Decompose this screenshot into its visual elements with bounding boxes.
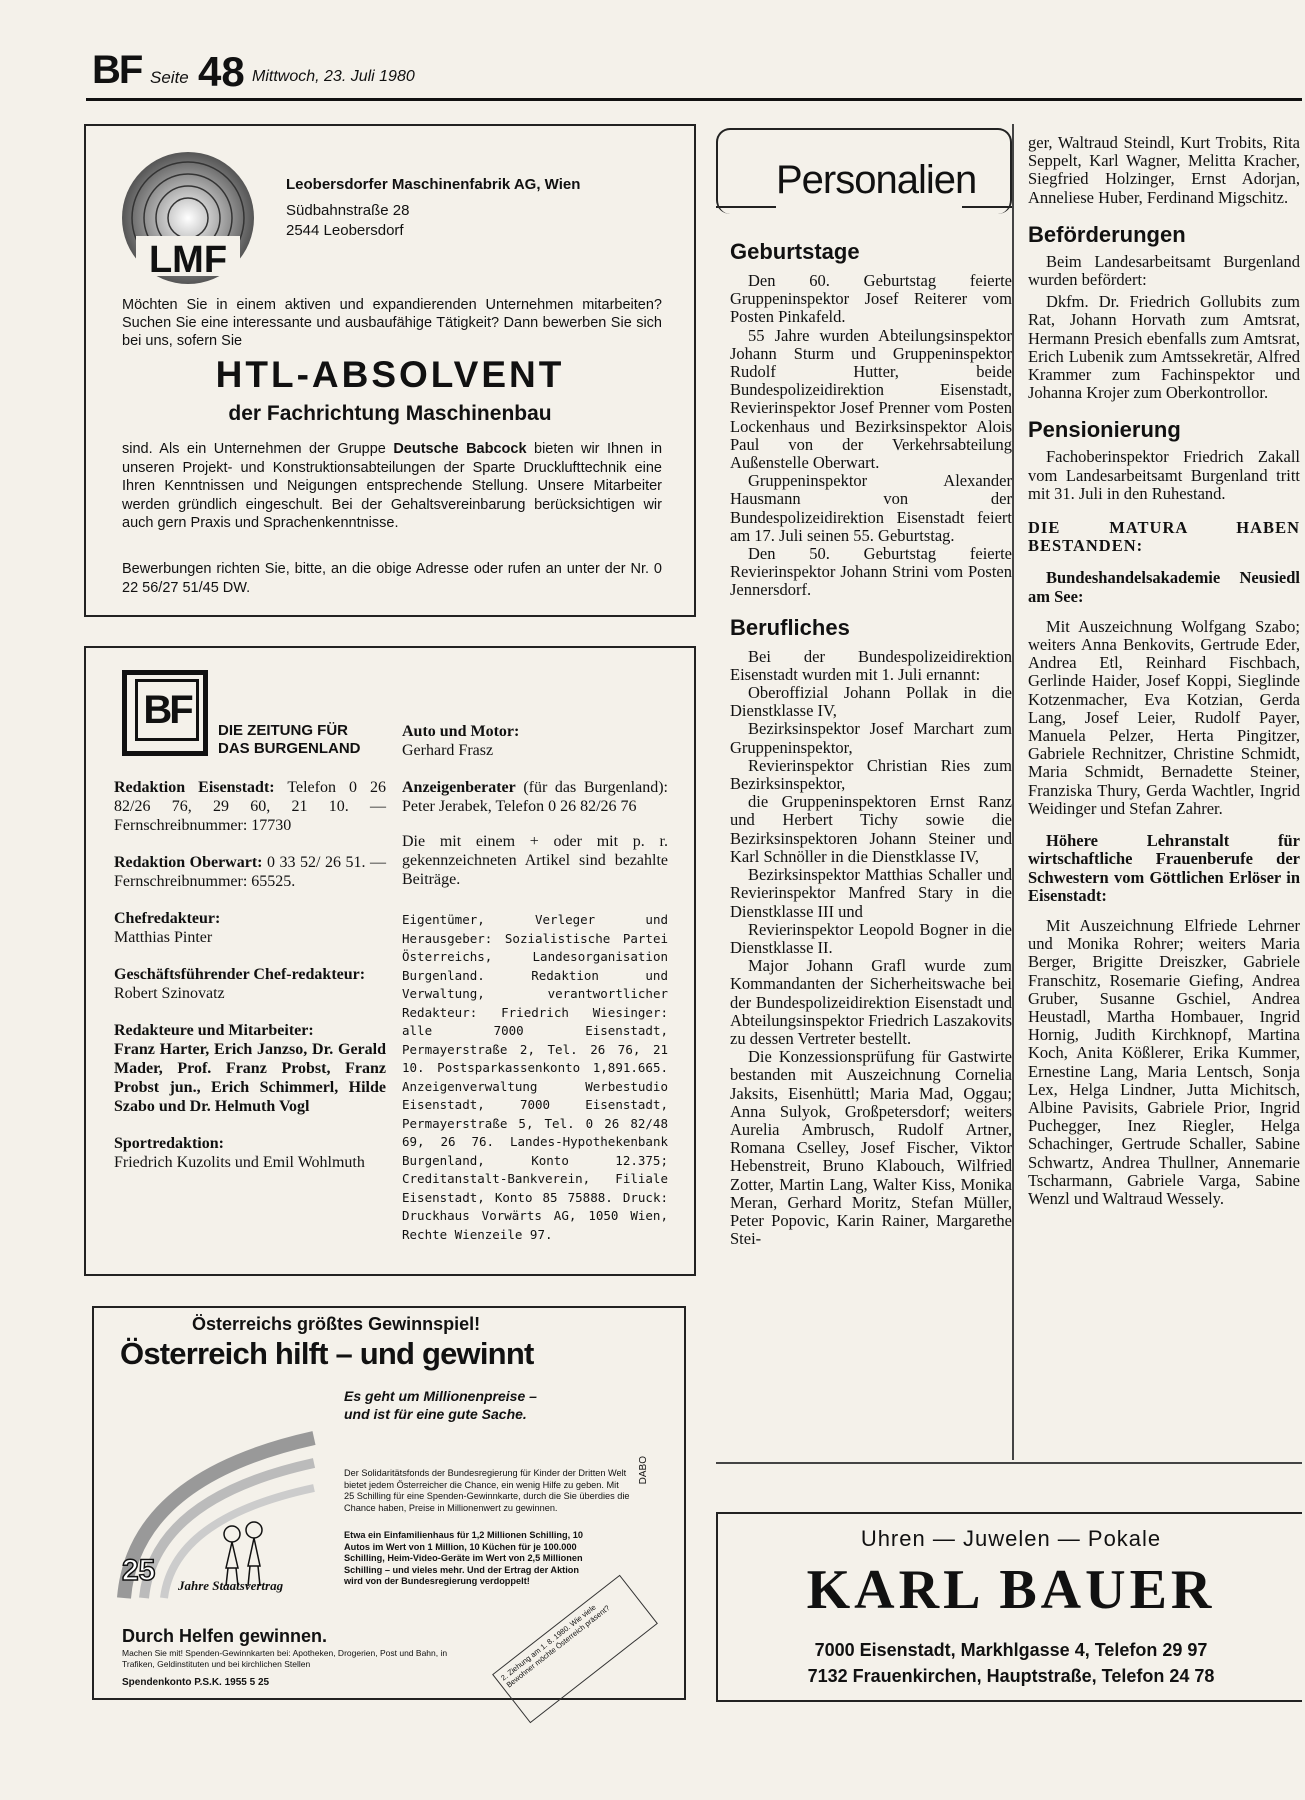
col-bottom-rule: [716, 1462, 1302, 1464]
personalien-rule-left: [716, 206, 776, 208]
lmf-body-bold: Deutsche Babcock: [393, 441, 527, 457]
bauer-addr1: 7000 Eisenstadt, Markhlgasse 4, Telefon 29 97: [814, 1640, 1208, 1660]
lmf-city: 2544 Leobersdorf: [286, 222, 404, 239]
lmf-logo-text: LMF: [148, 239, 228, 281]
col2-continuation: ger, Waltraud Steindl, Kurt Trobits, Rita Seppelt, Karl Wagner, Melitta Kracher, Siegfried Holzinger, Ernst Adorjan, Anneliese Huber, Ferdinand Migschitz.: [1028, 134, 1300, 207]
ber-para-1: Oberoffizial Johann Pollak in die Dienstklasse IV,: [730, 683, 1012, 721]
gw-slogan: Durch Helfen gewinnen.: [122, 1626, 328, 1646]
gw-prizes: Etwa ein Einfamilienhaus für 1,2 Millionen Schilling, 10 Autos im Wert von 1 Million, 10 Küchen für je 100.000 Schilling, Heim-Video-Geräte im Wert von 2,5 Millionen Schilling – und vieles mehr. Und der Ertrag der Aktion wird von der Bundesregierung verdoppelt!: [344, 1530, 583, 1586]
imp-left-0-text: Telefon 0 26 82/26 76, 29 60, 21 10. — Fernschreibnummer: 17730: [114, 779, 386, 834]
befoerderungen-1: Dkfm. Dr. Friedrich Gollubits zum Rat, Johann Horvath zum Amtsrat, Hermann Presich ebenfalls zum Amtsrat, Erich Lubenik zum Amtssekretär, Alfred Krammer zum Fachinspektor und Johanna Krojer zum Oberkontrollor.: [1028, 292, 1300, 403]
imp-right-1-label: Anzeigenberater: [402, 779, 516, 796]
header-rule: [86, 98, 1302, 101]
school1-name: Bundeshandelsakademie Neusiedl am See:: [1028, 568, 1300, 606]
heading-matura: DIE MATURA HABEN BESTANDEN:: [1028, 518, 1300, 556]
bauer-name: KARL BAUER: [806, 1559, 1216, 1621]
imp-left-4: [114, 1021, 386, 1116]
heading-befoerderungen: Beförderungen: [1028, 221, 1186, 247]
gw-sub1: Es geht um Millionenpreise –: [344, 1388, 537, 1404]
heading-berufliches: Berufliches: [730, 614, 850, 640]
impressum-title-2: DAS BURGENLAND: [218, 740, 361, 757]
gw-corner-card: [492, 1575, 658, 1724]
gw-small: Machen Sie mit! Spenden-Gewinnkarten bei: Apotheken, Drogerien, Post und Bahn, in Trafiken, Geldinstituten und bei kirchlichen Stellen: [122, 1648, 448, 1669]
gw-sub2: und ist für eine gute Sache.: [344, 1406, 527, 1422]
ber-para-3: Revierinspektor Christian Ries zum Bezirksinspektor,: [730, 755, 1012, 794]
imp-left-5-label: Sportredaktion:: [114, 1135, 224, 1152]
ber-para-2: Bezirksinspektor Josef Marchart zum Gruppeninspektor,: [730, 719, 1012, 757]
imp-right-2-text: Die mit einem + oder mit p. r. gekennzeichneten Artikel sind bezahlte Beiträge.: [402, 833, 668, 888]
personalien-title: Personalien: [776, 158, 977, 202]
imp-right-0-label: Auto und Motor:: [402, 723, 520, 740]
masthead-logo: BF: [92, 48, 142, 92]
imp-left-5: [114, 1134, 386, 1172]
lmf-headline: HTL-ABSOLVENT: [215, 354, 565, 395]
lmf-ad: [84, 124, 696, 617]
heading-pensionierung: Pensionierung: [1028, 417, 1181, 443]
geb-para-2: Gruppeninspektor Alexander Hausmann von der Bundespolizeidirektion Eisenstadt feiert am 17. Juli seinen 55. Geburtstag.: [730, 471, 1012, 545]
ber-para-0: Bei der Bundespolizeidirektion Eisenstadt wurden mit 1. Juli ernannt:: [730, 646, 1012, 684]
gw-jubilee-text: Jahre Staatsvertrag: [178, 1578, 284, 1593]
ber-para-8: Die Konzessionsprüfung für Gastwirte bestanden mit Auszeichnung Cornelia Jaksits, Eisenhüttl; Maria Mad, Oggau; Anna Sulyok, Großpetersdorf; weiters Aurelia Ambrusch, Rudolf Artner, Romana Cselley, Josef Fischer, Viktor Hebenstreit, Bruno Klabouch, Wilfried Zotter, Martin Lang, Walter Kiss, Monika Meran, Gerhard Moritz, Stefan Müller, Peter Popovic, Karin Rainer, Margarethe Stei-: [730, 1047, 1012, 1249]
imp-right-2: [402, 832, 668, 889]
seite-label: Seite: [150, 68, 189, 87]
imp-right-0-text: Gerhard Frasz: [402, 742, 494, 759]
col1-rule-right: [1012, 124, 1014, 1460]
school2-text: Mit Auszeichnung Elfriede Lehrner und Monika Rohrer; weiters Maria Berger, Brigitte Dreiszker, Gabriele Franschitz, Rosemarie Giefing, Andrea Gruber, Susanne Gschiel, Andrea Heustadl, Martha Hombauer, Ingrid Hornig, Judith Kirchknopf, Martina Koch, Anita Kößlerer, Erika Kummer, Ernestine Lang, Maria Lentsch, Sonja Lex, Helga Lindner, Jutta Michitsch, Albine Pavisits, Gabriele Prior, Ingrid Puchegger, Inez Riegler, Helga Schachinger, Gertrude Schaller, Sabine Schwartz, Andrea Thullner, Annemarie Tscharmann, Gabriele Varga, Sabine Wenzl und Waltraud Wessely.: [1028, 915, 1300, 1208]
gw-headline: Österreich hilft – und gewinnt: [120, 1336, 534, 1371]
ber-para-4: die Gruppeninspektoren Ernst Ranz und Herbert Tichy sowie die Bezirksinspektoren Johann Steiner und Karl Schnöller in die Dienstklasse IV,: [730, 792, 1012, 866]
geb-para-0: Den 60. Geburtstag feierte Gruppeninspektor Josef Reiterer vom Posten Pinkafeld.: [730, 271, 1012, 327]
lmf-subheadline: der Fachrichtung Maschinenbau: [228, 402, 552, 425]
impressum-logo: [122, 670, 208, 756]
impressum-left-col: [114, 778, 386, 1172]
impressum-right-col: [402, 722, 668, 1244]
impressum-logo-text: BF: [135, 679, 199, 741]
gw-side: DABO: [638, 1456, 649, 1485]
bauer-addr2: 7132 Frauenkirchen, Hauptstraße, Telefon 24 78: [807, 1666, 1215, 1686]
lmf-street: Südbahnstraße 28: [286, 202, 410, 219]
lmf-company: Leobersdorfer Maschinenfabrik AG, Wien: [286, 176, 581, 193]
imp-left-3-text: Robert Szinovatz: [114, 985, 225, 1002]
geb-para-3: Den 50. Geburtstag feierte Revierinspektor Johann Strini vom Posten Jennersdorf.: [730, 544, 1012, 600]
gw-corner-text: 2. Ziehung am 1. 8. 1980. Wie viele Bewohner möchte Österreich präsent?: [499, 1602, 612, 1690]
issue-date: Mittwoch, 23. Juli 1980: [252, 68, 415, 85]
imp-left-2-label: Chefredakteur:: [114, 910, 221, 927]
gw-kicker: Österreichs größtes Gewinnspiel!: [192, 1314, 481, 1334]
gw-jubilee-num: 25: [122, 1554, 156, 1587]
school2-name: Höhere Lehranstalt für wirtschaftliche Frauenberufe der Schwestern vom Göttlichen Erlöser in Eisenstadt:: [1028, 831, 1300, 905]
school1-text: Mit Auszeichnung Wolfgang Szabo; weiters Anna Benkovits, Gertrude Eder, Andrea Etl, Reinhard Fischbach, Gerlinde Haider, Josef Koppi, Sieglinde Kotzenmacher, Eva Kotzian, Gerda Lang, Josef Leier, Rudolf Payer, Manuela Pelzer, Herta Pingitzer, Gabriele Rechnitzer, Christine Schmidt, Maria Schmidt, Bernadette Steiner, Franziska Thury, Gerda Wachtler, Ingrid Weidinger und Stefan Zahrer.: [1028, 616, 1300, 818]
imp-left-3-label: Geschäftsführender Chef-redakteur:: [114, 966, 366, 983]
imp-right-0: [402, 722, 668, 760]
impressum-box: [84, 646, 696, 1276]
imp-right-1-text: (für das Burgenland): Peter Jerabek, Telefon 0 26 82/26 76: [402, 779, 668, 815]
befoerderungen-0: Beim Landesarbeitsamt Burgenland wurden befördert:: [1028, 251, 1300, 290]
bauer-tagline: Uhren — Juwelen — Pokale: [860, 1526, 1162, 1551]
imp-left-0: [114, 778, 386, 835]
imp-left-0-label: Redaktion Eisenstadt:: [114, 779, 275, 796]
personalien-rule-right: [962, 206, 1012, 208]
lmf-body-pre: sind. Als ein Unternehmen der Gruppe: [122, 441, 386, 457]
page-header: [92, 48, 1302, 100]
personalien-col1: [730, 238, 1012, 1248]
imp-right-1: [402, 778, 668, 816]
imp-left-5-text: Friedrich Kuzolits und Emil Wohlmuth: [114, 1154, 365, 1171]
page-number: 48: [198, 48, 245, 95]
geb-para-1: 55 Jahre wurden Abteilungsinspektor Johann Sturm und Gruppeninspektor Rudolf Hutter, beide Bundespolizeidirektion Eisenstadt, Revierinspektor Josef Prenner vom Posten Lockenhaus und Bezirksinspektor Alois Paul von der Verkehrsabteilung Außenstelle Oberwart.: [730, 325, 1012, 473]
children-figures-icon: [224, 1522, 262, 1586]
lmf-body-post: bieten wir Ihnen in unseren Projekt- und Konstruktionsabteilungen der Sparte Drucklufttechnik eine Ihren Kenntnissen und Neigungen entsprechende Stellung. Unsere Mitarbeiter werden gründlich eingeschult. Bei der Gehaltsvereinbarung berücksichtigen wir auch gern Praxis und Sprachenkenntnisse.: [122, 441, 663, 531]
lmf-intro: Möchten Sie in einem aktiven und expandierenden Unternehmen mitarbeiten? Suchen Sie eine interessante und ausbaufähige Tätigkeit? Dann bewerben Sie sich bei uns, sofern Sie: [122, 297, 662, 349]
gw-body: Der Solidaritätsfonds der Bundesregierung für Kinder der Dritten Welt bietet jedem Österreicher die Chance, ein wenig Hilfe zu geben. Mit 25 Schilling für eine Spenden-Gewinnkarte, durch die Sie überdies die Chance haben, Preise in Millionenwert zu gewinnen.: [344, 1468, 630, 1513]
gewinnspiel-ad: [92, 1306, 686, 1700]
imp-left-1-text: 0 33 52/ 26 51. — Fernschreibnummer: 65525.: [114, 854, 387, 890]
heading-geburtstage: Geburtstage: [730, 239, 860, 264]
karl-bauer-ad: [716, 1512, 1302, 1702]
ber-para-7: Major Johann Grafl wurde zum Kommandanten der Sicherheitswache bei der Bundespolizeidirektion Eisenstadt und Abteilungsinspektor Friedrich Laszakovits zu dessen Vertreter bestellt.: [730, 956, 1012, 1048]
lmf-body: [122, 440, 662, 533]
pension-text: Fachoberinspektor Friedrich Zakall vom Landesarbeitsamt Burgenland tritt mit 31. Juli in den Ruhestand.: [1028, 447, 1300, 503]
imp-owner: Eigentümer, Verleger und Herausgeber: Sozialistische Partei Österreichs, Landesorganisation Burgenland. Redaktion und Verwaltung, verantwortlicher Redakteur: Friedrich Wiesinger: alle 7000 Eisenstadt, Permayerstraße 2, Tel. 26 76, 21 10. Postsparkassenkonto 1,891.665. Anzeigenverwaltung Werbestudio Eisenstadt, 7000 Eisenstadt, Permayerstraße 5, Tel. 0 26 82/48 69, 26 76. Landes-Hypothekenbank Burgenland, Konto 12.375; Creditanstalt-Bankverein, Filiale Eisenstadt, Konto 85 75888. Druck: Druckhaus Vorwärts AG, 1050 Wien, Rechte Wienzeile 97.: [402, 912, 668, 1242]
imp-left-3: [114, 965, 386, 1003]
imp-left-1: [114, 853, 386, 891]
imp-left-2-text: Matthias Pinter: [114, 929, 213, 946]
imp-left-4-text: Franz Harter, Erich Janzso, Dr. Gerald Mader, Prof. Franz Probst, Franz Probst jun., Erich Schimmerl, Hilde Szabo und Dr. Helmuth Vogl: [114, 1041, 386, 1115]
ber-para-6: Revierinspektor Leopold Bogner in die Dienstklasse II.: [730, 919, 1012, 957]
ber-para-5: Bezirksinspektor Matthias Schaller und Revierinspektor Manfred Stary in die Dienstklasse III und: [730, 865, 1012, 921]
imp-left-1-label: Redaktion Oberwart:: [114, 854, 263, 871]
lmf-contact: Bewerbungen richten Sie, bitte, an die obige Adresse oder rufen an unter der Nr. 0 22 56/27 51/45 DW.: [122, 561, 662, 596]
personalien-col2: [1028, 134, 1300, 1458]
imp-left-4-label: Redakteure und Mitarbeiter:: [114, 1022, 314, 1039]
impressum-title-1: DIE ZEITUNG FÜR: [218, 722, 348, 739]
lmf-logo: [118, 148, 258, 288]
gw-konto: Spendenkonto P.S.K. 1955 5 25: [122, 1677, 270, 1688]
imp-left-2: [114, 909, 386, 947]
